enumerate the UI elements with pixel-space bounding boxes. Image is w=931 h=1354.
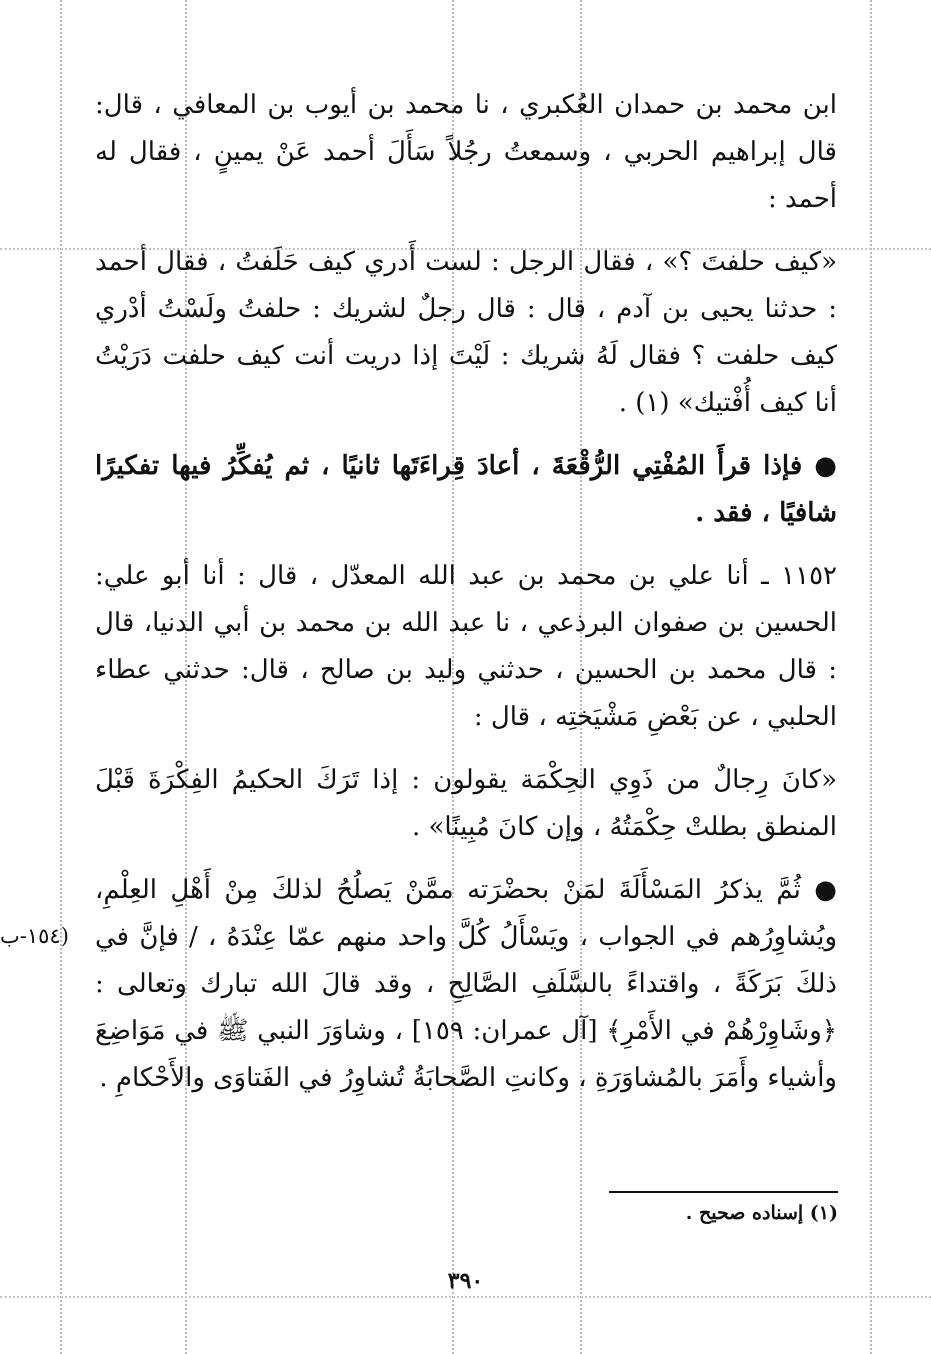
paragraph-5: «كانَ رِجالٌ من ذَوِي الحِكْمَة يقولون : إذا تَرَكَ الحكيمُ الفِكْرَةَ قَبْلَ المنطق بطلتْ حِكْمَتُهُ ، وإن كانَ مُبِينًا» . (95, 765, 837, 842)
paragraph-4: ١١٥٢ ـ أنا علي بن محمد بن عبد الله المعدّل ، قال : أنا أبو علي: الحسين بن صفوان البرذعي ، نا عبد الله بن محمد بن أبي الدنيا، قال : قال محمد بن الحسين ، حدثني وليد بن صالح ، قال: حدثني عطاء الحلبي ، عن بَعْضِ مَشْيَختِه ، قال : (95, 561, 837, 732)
paragraph-1: ابن محمد بن حمدان العُكبري ، نا محمد بن أيوب بن المعافي ، قال: قال إبراهيم الحربي ، وسمعتُ رجُلاً سَأَلَ أحمد عَنْ يمينٍ ، فقال له أحمد : (95, 90, 837, 214)
margin-note: (١٥٤-ب (0, 924, 69, 948)
paragraph-6: ● ثُمَّ يذكرُ المَسْأَلَةَ لمَنْ بحضْرَته ممَّنْ يَصلُحُ لذلكَ مِنْ أَهْلِ العِلْمِ، ويُشاوِرُهم في الجواب ، ويَسْأَلُ كُلَّ واحد منهم عمّا عِنْدَهُ ، / فإنَّ في ذلكَ بَرَكَةً ، واقتداءً بالسَّلَفِ الصَّالِحِ ، وقد قالَ الله تبارك وتعالى : ﴿وشَاوِرْهُمْ في الأَمْرِ﴾ [آل عمران: ١٥٩] ، وشاوَرَ النبي ﷺ في مَوَاضِعَ وأشياء وأَمَرَ بالمُشاوَرَةِ ، وكانتِ الصَّحابَةُ تُشاوِرُ في الفَتاوَى والأَحْكامِ . (95, 875, 837, 1093)
paragraph-3: ● فإذا قرأَ المُفْتِي الرُّقْعَةَ ، أعادَ قِراءَتَها ثانيًا ، ثم يُفكِّرُ فيها تفكيرًا شافيًا ، فقد . (95, 451, 837, 528)
paragraph-2: «كيف حلفتَ ؟» ، فقال الرجل : لست أَدري كيف حَلَفتُ ، فقال أحمد : حدثنا يحيى بن آدم ، قال : قال رجلٌ لشريك : حلفتُ ولَسْتُ أدْري كيف حلفت ؟ فقال لَهُ شريك : لَيْتَ إذا دريت أنت كيف حلفت دَرَيْتُ أنا كيف أُفْتيك» (١) . (95, 247, 837, 418)
footnote-divider (609, 1191, 838, 1193)
page-body (95, 82, 837, 1102)
page-number: ٣٩٠ (447, 1268, 484, 1294)
footnote: (١) إسناده صحيح . (685, 1202, 838, 1224)
